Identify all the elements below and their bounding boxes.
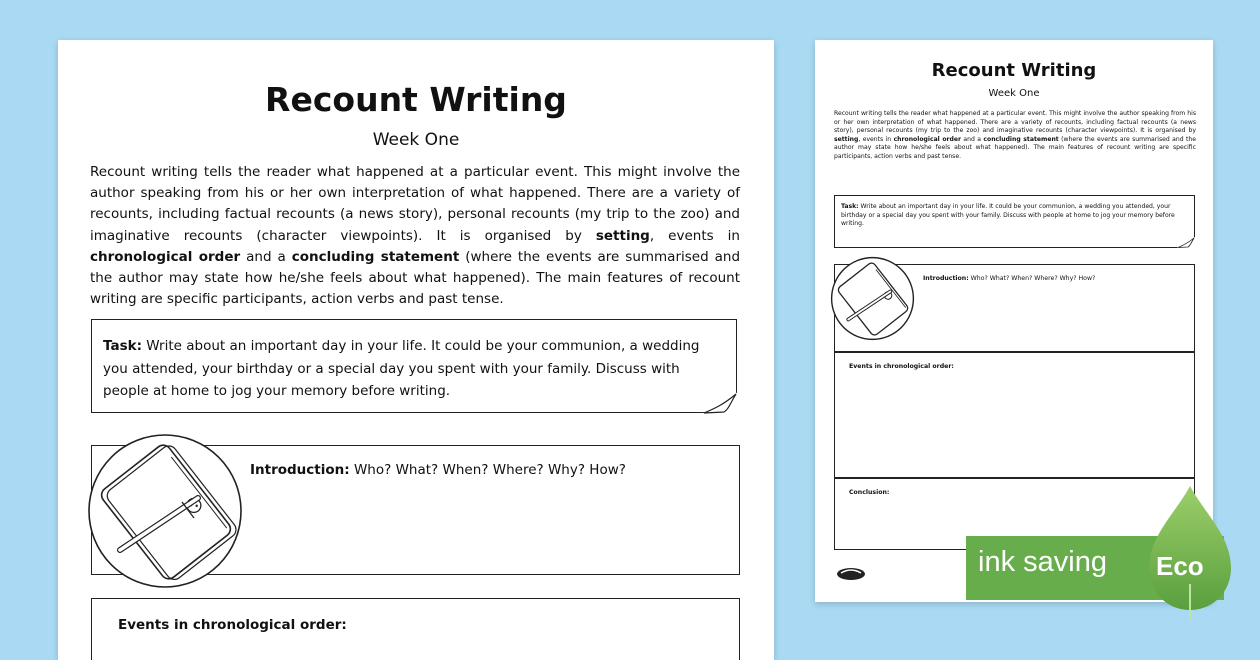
ink-saving-label: ink saving — [978, 546, 1107, 578]
thumb-notebook-icon — [830, 256, 915, 341]
events-label: Events in chronological order: — [118, 617, 347, 633]
page-title: Recount Writing — [265, 80, 567, 119]
thumb-events-label: Events in chronological order: — [849, 363, 954, 370]
task-label: Task: — [103, 338, 142, 354]
events-box[interactable] — [91, 598, 740, 660]
thumb-intro-paragraph: Recount writing tells the reader what happened at a particular event. This might involve the author speaking from his or her own interpretation of what happened. There are a variety of recounts, including factual recounts (a news story), personal recounts (my trip to the zoo) and imaginative recounts (character viewpoints). It is organised by setting, events in chronological order and a concluding statement (where the events are summarised and the author may state how he/she feels about what happened). The main features of recount writing are specific participants, action verbs and past tense. — [834, 110, 1196, 160]
task-box — [91, 319, 737, 413]
thumb-events-box — [834, 352, 1195, 478]
worksheet-page-large — [58, 40, 774, 660]
introduction-label: Introduction: Who? What? When? Where? Why? How? — [250, 462, 626, 478]
publisher-logo-icon — [835, 565, 867, 581]
intro-paragraph: Recount writing tells the reader what happened at a particular event. This might involve the author speaking from his or her own interpretation of what happened. There are a variety of recounts, including factual recounts (a news story), personal recounts (my trip to the zoo) and imaginative recounts (character viewpoints). It is organised by setting, events in chronological order and a concluding statement (where the events are summarised and the author may state how he/she feels about what happened). The main features of recount writing are specific participants, action verbs and past tense. — [90, 164, 741, 308]
page-subtitle: Week One — [372, 130, 460, 150]
task-text: Write about an important day in your life. It could be your communion, a wedding you attended, your birthday or a special day you spent with your family. Discuss with people at home to jog your memory before writing. — [103, 338, 700, 399]
thumb-title: Recount Writing — [931, 60, 1097, 81]
eco-label: Eco — [1156, 551, 1204, 581]
thumb-subtitle: Week One — [988, 88, 1040, 99]
notebook-icon — [86, 432, 244, 590]
page-curl-icon — [702, 392, 738, 414]
thumb-task-box: Task: Write about an important day in your life. It could be your communion, a wedding you attended, your birthday or a special day you spent with your family. Discuss with people at home to jog your memory before writing. — [834, 195, 1195, 248]
thumb-page-curl-icon — [1177, 237, 1195, 248]
thumb-introduction-label: Introduction: Who? What? When? Where? Why? How? — [923, 275, 1096, 282]
thumb-conclusion-label: Conclusion: — [849, 489, 890, 496]
